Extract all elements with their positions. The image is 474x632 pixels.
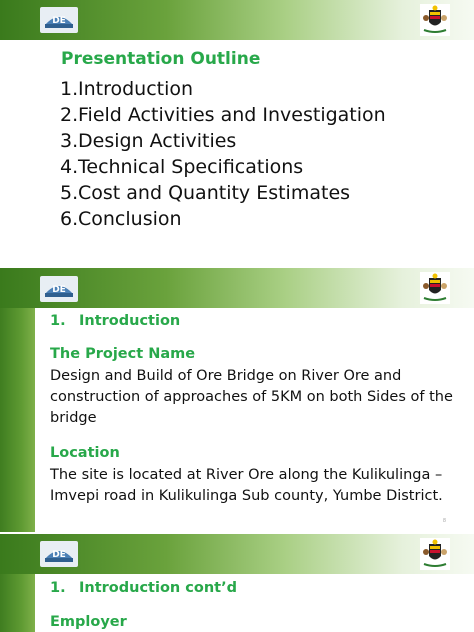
section-title: 1. Introduction bbox=[50, 313, 181, 329]
outline-item: 4.Technical Specifications bbox=[60, 156, 304, 178]
slide-introduction bbox=[0, 268, 474, 532]
de-logo-icon bbox=[40, 541, 78, 567]
project-name-heading: The Project Name bbox=[50, 346, 196, 362]
de-logo-text: DE bbox=[52, 16, 66, 26]
uganda-crest-icon bbox=[420, 538, 450, 570]
location-text: The site is located at River Ore along the Kulikulinga – Imvepi road in Kulikulinga Sub county, Yumbe District. bbox=[50, 467, 443, 504]
outline-item: 2.Field Activities and Investigation bbox=[60, 104, 386, 126]
project-name-text: Design and Build of Ore Bridge on River Ore and construction of approaches of 5KM on both Sides of the bridge bbox=[50, 368, 453, 426]
slide-outline bbox=[0, 0, 474, 266]
outline-item: 3.Design Activities bbox=[60, 130, 237, 152]
de-logo-text: DE bbox=[52, 550, 66, 560]
page-title: Presentation Outline bbox=[61, 49, 261, 69]
outline-item: 1.Introduction bbox=[60, 78, 194, 100]
location-heading: Location bbox=[50, 445, 120, 461]
section-title: 1. Introduction cont’d bbox=[50, 580, 237, 596]
employer-heading: Employer bbox=[50, 614, 127, 630]
uganda-crest-icon bbox=[420, 272, 450, 304]
de-logo-text: DE bbox=[52, 285, 66, 295]
uganda-crest-icon bbox=[420, 4, 450, 36]
outline-item: 5.Cost and Quantity Estimates bbox=[60, 182, 351, 204]
page-number: 8 bbox=[442, 518, 446, 524]
de-logo-icon bbox=[40, 7, 78, 33]
outline-item: 6.Conclusion bbox=[60, 208, 182, 230]
de-logo-icon bbox=[40, 276, 78, 302]
outline-list bbox=[60, 76, 386, 232]
slide-introduction-contd bbox=[0, 534, 474, 632]
